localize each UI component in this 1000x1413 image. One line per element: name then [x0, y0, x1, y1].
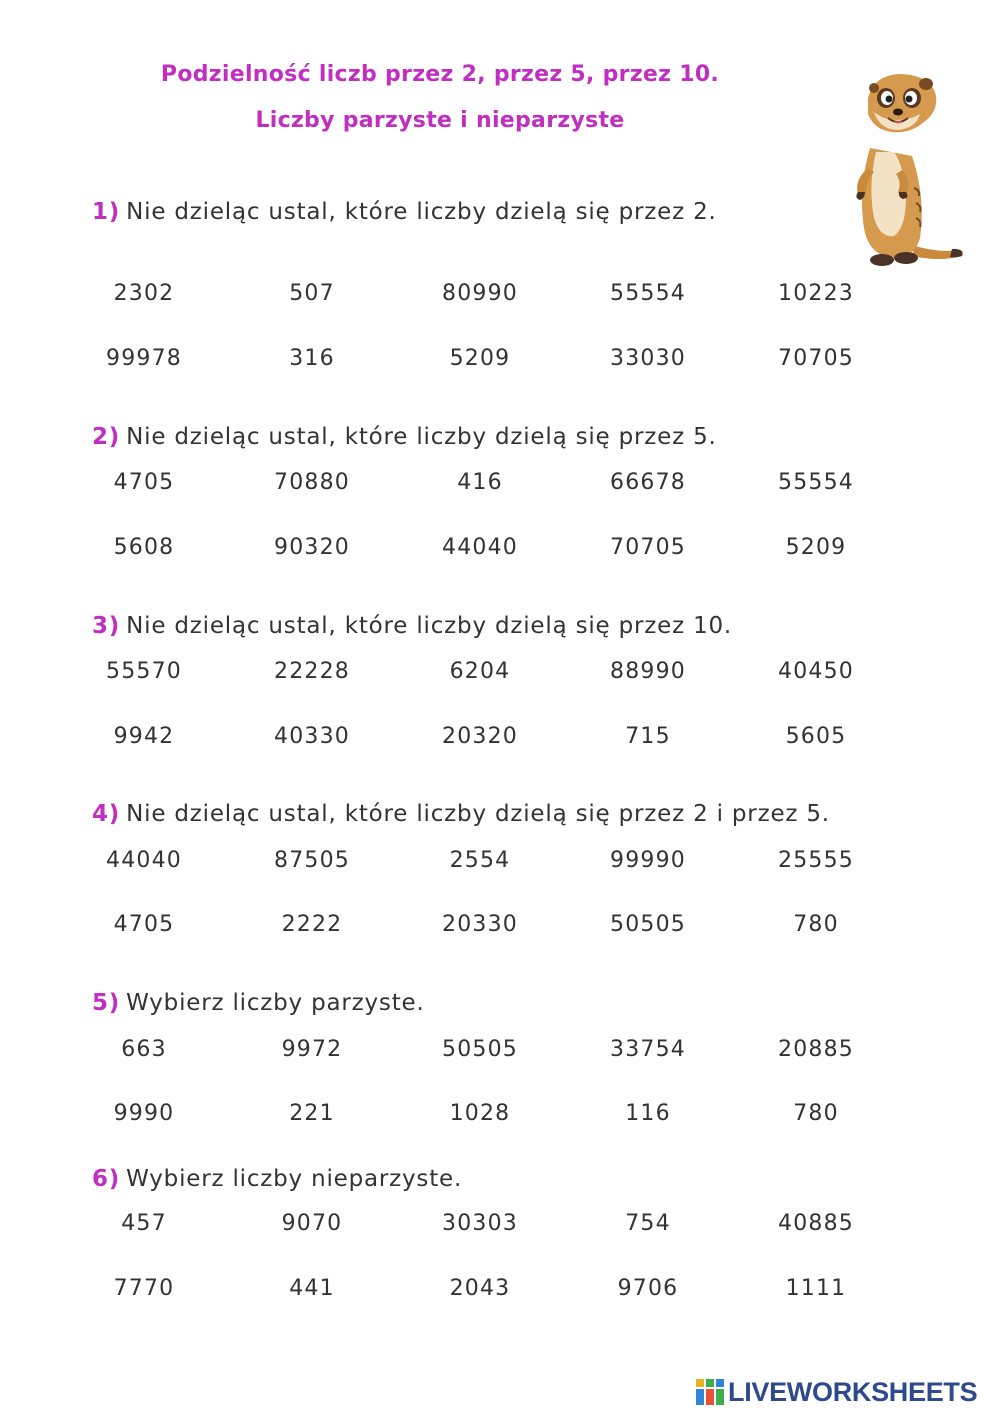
number-option[interactable]: 70705 — [778, 346, 854, 371]
number-option[interactable]: 7770 — [113, 1276, 175, 1301]
number-option[interactable]: 22228 — [274, 659, 350, 684]
title-line-2: Liczby parzyste i nieparzyste — [255, 108, 625, 133]
number-row — [60, 1037, 900, 1067]
number-option[interactable]: 40885 — [778, 1211, 854, 1236]
logo-text: LIVEWORKSHEETS — [728, 1376, 978, 1407]
number-row — [60, 346, 900, 376]
number-option[interactable]: 44040 — [442, 535, 518, 560]
number-option[interactable]: 50505 — [610, 912, 686, 937]
task-instruction — [92, 990, 425, 1016]
number-option[interactable]: 20320 — [442, 724, 518, 749]
task-number: 1) — [92, 199, 121, 225]
task-text: Nie dzieląc ustal, które liczby dzielą się przez 10. — [126, 613, 733, 639]
number-option[interactable]: 55554 — [778, 470, 854, 495]
number-option[interactable]: 2554 — [449, 848, 511, 873]
number-option[interactable]: 10223 — [778, 281, 854, 306]
number-row — [60, 1101, 900, 1131]
number-option[interactable]: 90320 — [274, 535, 350, 560]
task-number: 3) — [92, 613, 121, 639]
task-instruction — [92, 613, 732, 639]
number-option[interactable]: 55570 — [106, 659, 182, 684]
number-option[interactable]: 40450 — [778, 659, 854, 684]
number-option[interactable]: 316 — [289, 346, 335, 371]
task-number: 4) — [92, 801, 121, 827]
number-row — [60, 535, 900, 565]
task-instruction — [92, 801, 830, 827]
number-option[interactable]: 66678 — [610, 470, 686, 495]
title-line-1: Podzielność liczb przez 2, przez 5, przez 10. — [160, 62, 720, 87]
task-text: Nie dzieląc ustal, które liczby dzielą się przez 5. — [126, 424, 717, 450]
task-instruction — [92, 199, 717, 225]
number-row — [60, 848, 900, 878]
number-option[interactable]: 55554 — [610, 281, 686, 306]
task-text: Nie dzieląc ustal, które liczby dzielą się przez 2 i przez 5. — [126, 801, 830, 827]
number-option[interactable]: 70705 — [610, 535, 686, 560]
number-row — [60, 1276, 900, 1306]
number-option[interactable]: 1111 — [785, 1276, 847, 1301]
number-option[interactable]: 30303 — [442, 1211, 518, 1236]
number-option[interactable]: 80990 — [442, 281, 518, 306]
task-instruction — [92, 1166, 462, 1192]
number-option[interactable]: 507 — [289, 281, 335, 306]
number-option[interactable]: 20330 — [442, 912, 518, 937]
number-option[interactable]: 50505 — [442, 1037, 518, 1062]
number-option[interactable]: 4705 — [113, 912, 175, 937]
number-row — [60, 1211, 900, 1241]
number-option[interactable]: 116 — [625, 1101, 671, 1126]
liveworksheets-logo — [696, 1376, 996, 1408]
number-option[interactable]: 780 — [793, 1101, 839, 1126]
number-row — [60, 912, 900, 942]
meerkat-illustration — [840, 68, 970, 273]
task-instruction — [92, 424, 717, 450]
number-option[interactable]: 2043 — [449, 1276, 511, 1301]
number-option[interactable]: 1028 — [449, 1101, 511, 1126]
number-option[interactable]: 441 — [289, 1276, 335, 1301]
number-option[interactable]: 40330 — [274, 724, 350, 749]
number-option[interactable]: 9990 — [113, 1101, 175, 1126]
number-option[interactable]: 715 — [625, 724, 671, 749]
number-option[interactable]: 20885 — [778, 1037, 854, 1062]
number-option[interactable]: 88990 — [610, 659, 686, 684]
number-option[interactable]: 457 — [121, 1211, 167, 1236]
number-option[interactable]: 70880 — [274, 470, 350, 495]
number-option[interactable]: 9942 — [113, 724, 175, 749]
task-number: 2) — [92, 424, 121, 450]
number-option[interactable]: 416 — [457, 470, 503, 495]
number-row — [60, 281, 900, 311]
number-option[interactable]: 44040 — [106, 848, 182, 873]
task-text: Wybierz liczby parzyste. — [126, 990, 425, 1016]
number-option[interactable]: 780 — [793, 912, 839, 937]
number-option[interactable]: 33754 — [610, 1037, 686, 1062]
number-option[interactable]: 9972 — [281, 1037, 343, 1062]
number-option[interactable]: 221 — [289, 1101, 335, 1126]
task-text: Nie dzieląc ustal, które liczby dzielą się przez 2. — [126, 199, 717, 225]
number-row — [60, 659, 900, 689]
number-option[interactable]: 99990 — [610, 848, 686, 873]
task-text: Wybierz liczby nieparzyste. — [126, 1166, 463, 1192]
number-option[interactable]: 9706 — [617, 1276, 679, 1301]
number-option[interactable]: 754 — [625, 1211, 671, 1236]
number-option[interactable]: 5608 — [113, 535, 175, 560]
number-row — [60, 724, 900, 754]
number-option[interactable]: 5209 — [785, 535, 847, 560]
number-option[interactable]: 4705 — [113, 470, 175, 495]
task-number: 6) — [92, 1166, 121, 1192]
liveworksheets-logo-icon — [696, 1379, 724, 1405]
number-option[interactable]: 9070 — [281, 1211, 343, 1236]
number-row — [60, 470, 900, 500]
number-option[interactable]: 6204 — [449, 659, 511, 684]
number-option[interactable]: 5605 — [785, 724, 847, 749]
task-number: 5) — [92, 990, 121, 1016]
number-option[interactable]: 5209 — [449, 346, 511, 371]
number-option[interactable]: 2302 — [113, 281, 175, 306]
number-option[interactable]: 33030 — [610, 346, 686, 371]
number-option[interactable]: 87505 — [274, 848, 350, 873]
number-option[interactable]: 2222 — [281, 912, 343, 937]
number-option[interactable]: 99978 — [106, 346, 182, 371]
number-option[interactable]: 25555 — [778, 848, 854, 873]
number-option[interactable]: 663 — [121, 1037, 167, 1062]
